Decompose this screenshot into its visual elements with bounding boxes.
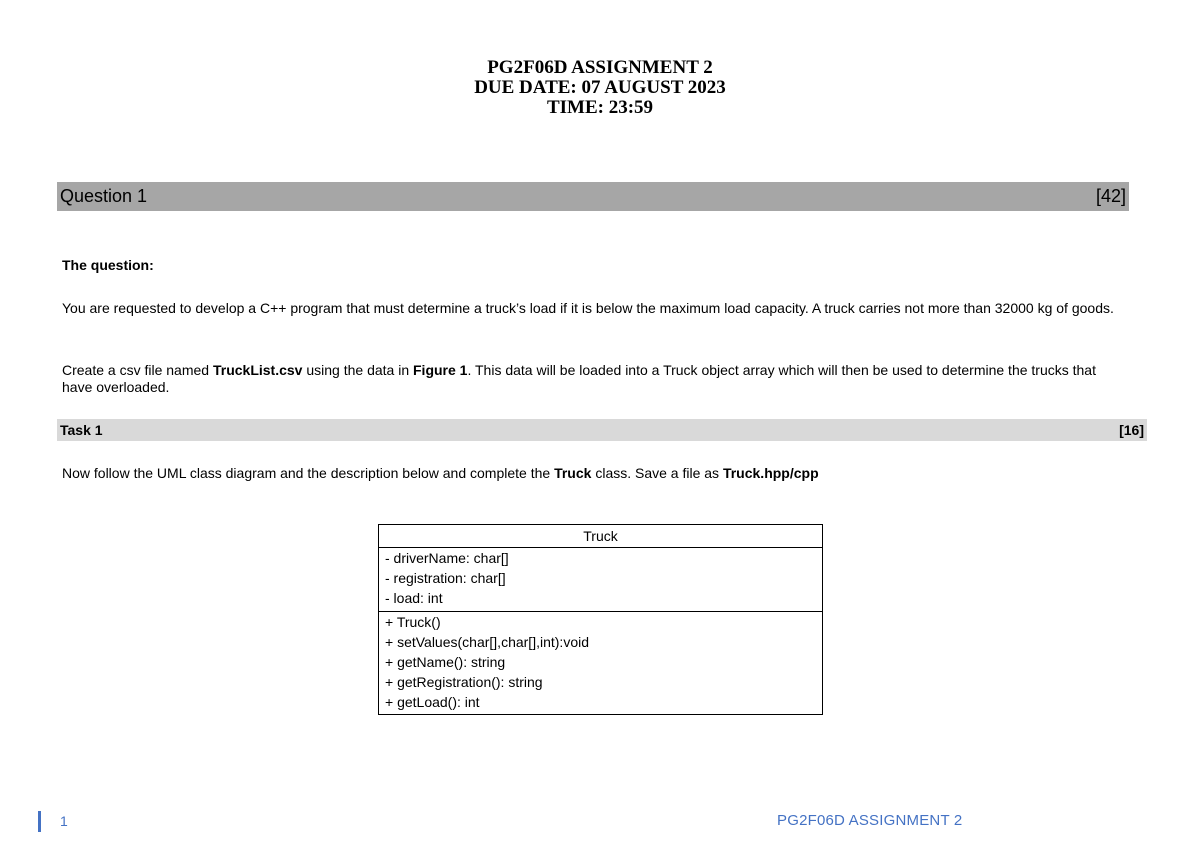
uml-class-diagram [378,524,823,715]
uml-attributes [379,548,822,612]
uml-method: + getLoad(): int [385,694,480,710]
task-filename: Truck.hpp/cpp [722,465,819,481]
footer-document-title: PG2F06D ASSIGNMENT 2 [777,812,963,829]
due-date-line: DUE DATE: 07 AUGUST 2023 [474,77,726,98]
time-line: TIME: 23:59 [546,97,654,118]
csv-filename: TruckList.csv [212,362,303,378]
task-heading-bar [57,419,1147,441]
task-class-name: Truck [554,465,592,481]
uml-method: + setValues(char[],char[],int):void [385,634,589,650]
task-text-pre: Now follow the UML class diagram and the description below and complete the [62,465,555,481]
question-paragraph-2 [62,362,1122,396]
question-subheading: The question: [62,257,154,273]
question-heading-bar [57,182,1129,211]
title-line-1: PG2F06D ASSIGNMENT 2 [487,57,713,78]
uml-class-name: Truck [379,525,822,548]
uml-attribute: - load: int [385,590,443,606]
uml-method: + getRegistration(): string [385,674,543,690]
page-number: 1 [60,813,68,829]
uml-attribute: - registration: char[] [385,570,506,586]
task-marks: [16] [1119,422,1144,438]
question-paragraph-1: You are requested to develop a C++ program that must determine a truck’s load if it is below the maximum load capacity. A truck carries not more than 32000 kg of goods. [62,300,1114,316]
document-title [0,58,1200,118]
uml-methods [379,612,822,712]
uml-method: + getName(): string [385,654,506,670]
uml-attribute: - driverName: char[] [385,550,509,566]
para2-text-mid: using the data in [302,362,413,378]
figure-reference: Figure 1 [413,362,468,378]
para2-text-post: . This data will be loaded into a Truck object array which will then be used to determine the trucks that have overloaded. [62,362,1096,395]
para2-text-pre: Create a csv file named [62,362,213,378]
question-label: Question 1 [60,186,148,206]
question-marks: [42] [1095,186,1126,206]
uml-method: + Truck() [385,614,441,630]
footer-accent-bar [38,811,41,832]
task-instruction [62,465,1122,482]
task-text-mid: class. Save a file as [591,465,723,481]
task-label: Task 1 [60,422,103,438]
